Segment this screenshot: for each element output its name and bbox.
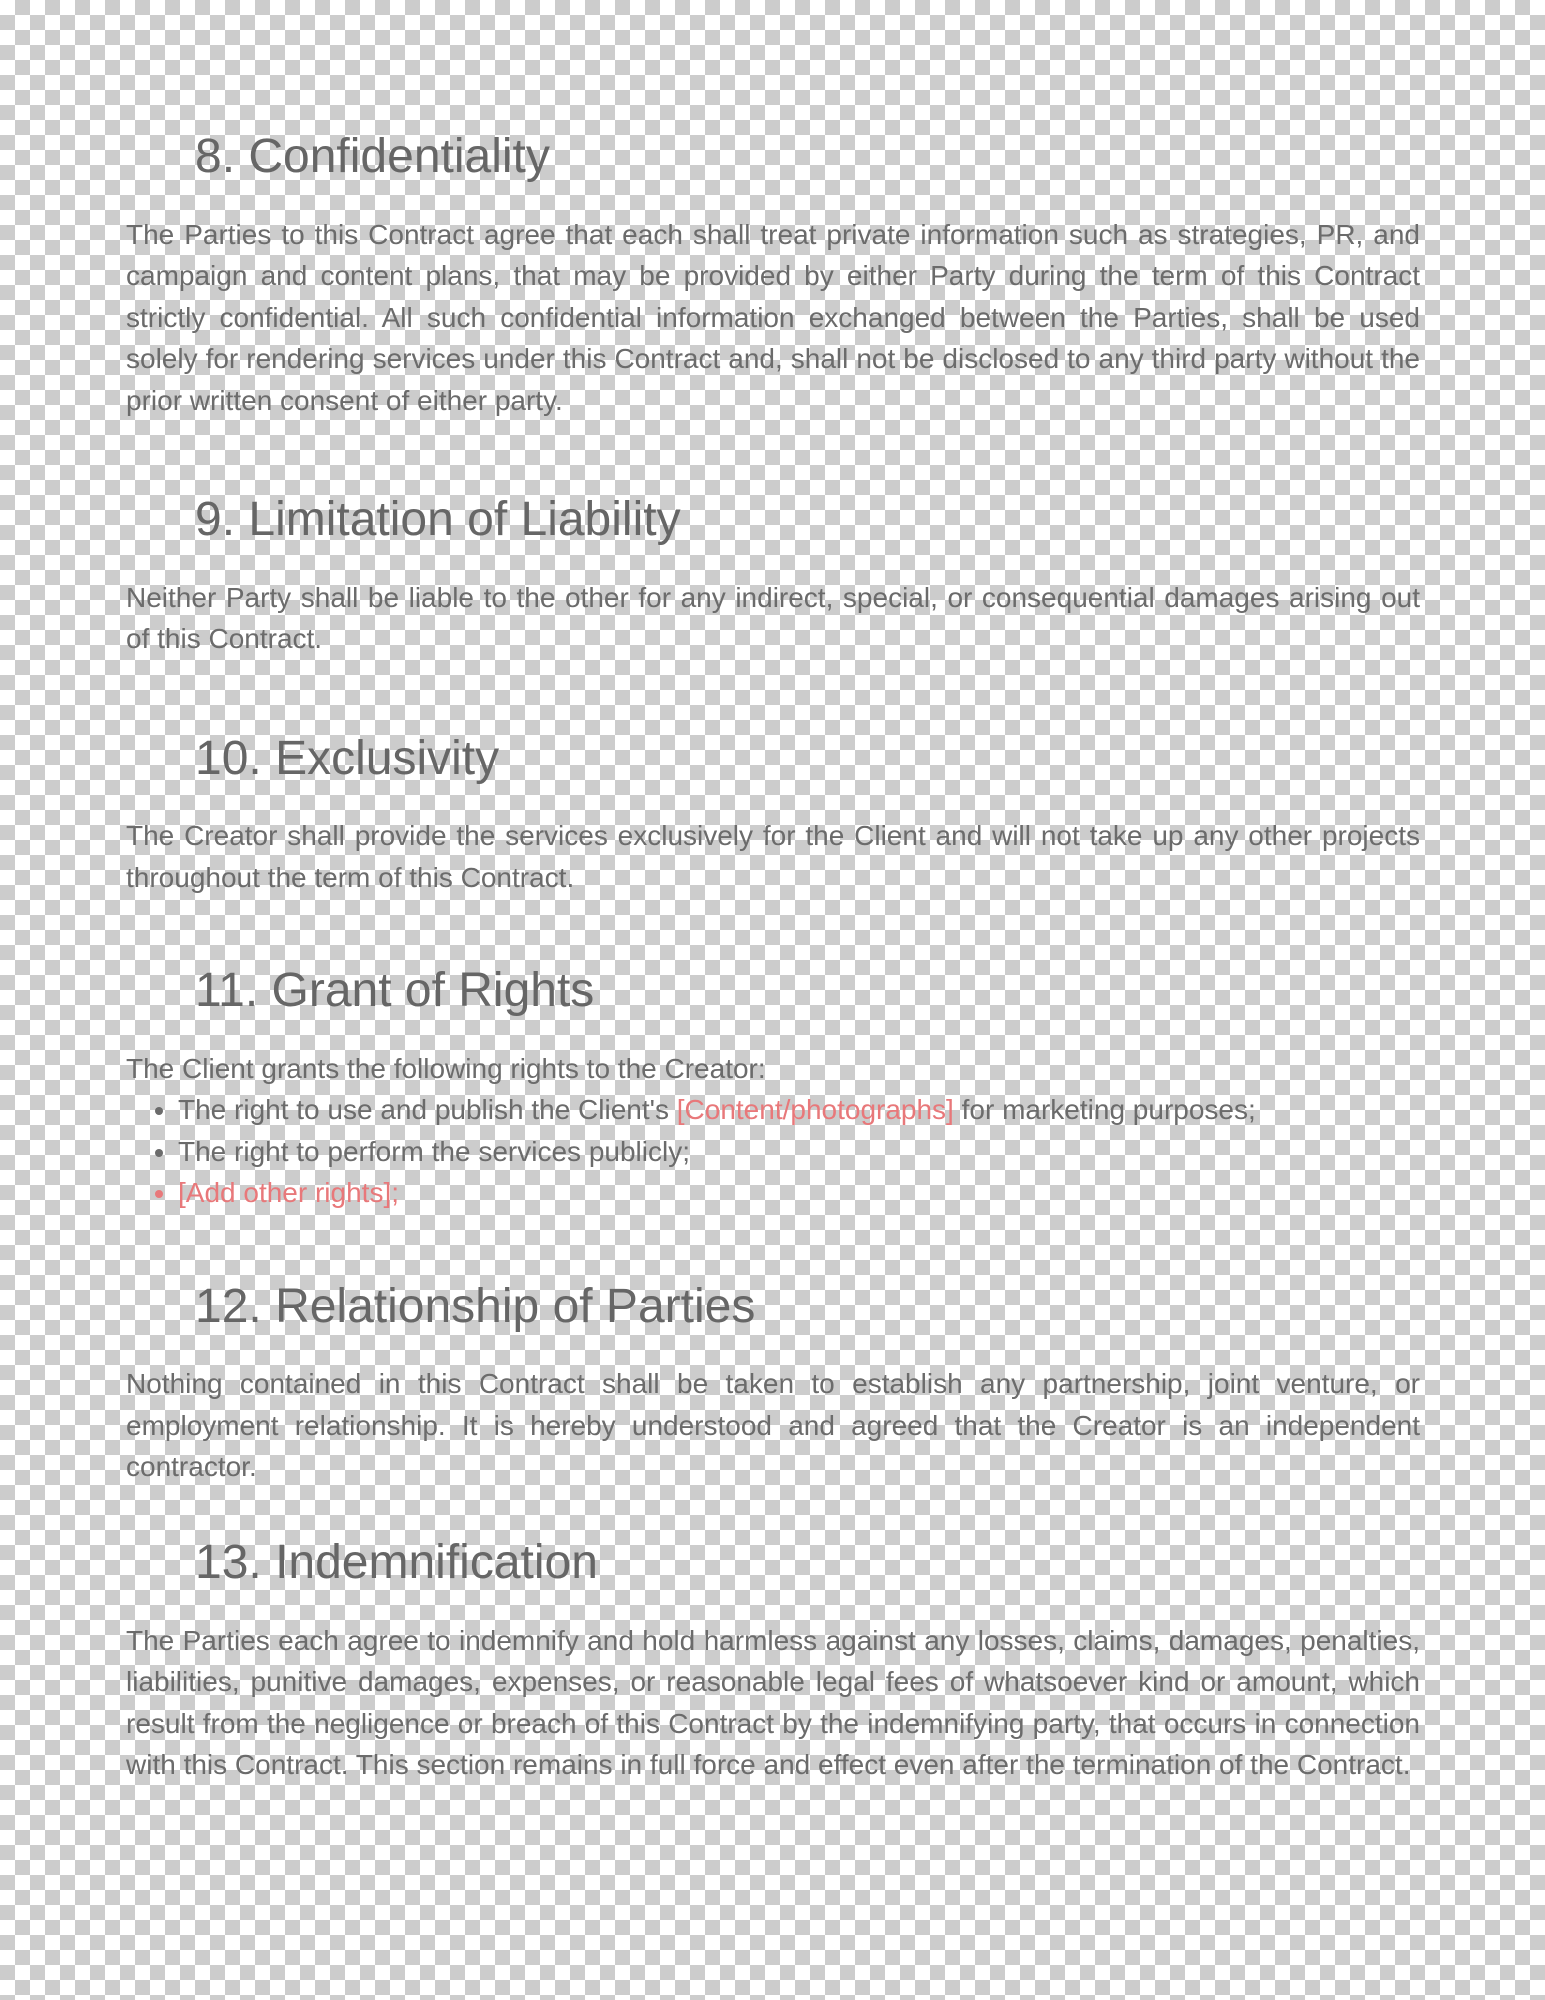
section-heading: 8. Confidentiality [195, 130, 550, 183]
placeholder-field: [Add other rights]; [178, 1177, 400, 1209]
section-heading: 10. Exclusivity [195, 731, 500, 785]
placeholder-field: [Content/photographs] [676, 1094, 954, 1126]
section-body: Neither Party shall be liable to the other for any indirect, special, or consequential damages arising out of this Contract. [126, 581, 1420, 655]
list-item-text: for marketing purposes; [953, 1094, 1256, 1126]
rights-list [126, 1089, 1420, 1214]
section-confidentiality [126, 128, 1420, 421]
section-body: The Creator shall provide the services exclusively for the Client and will not take up any other projects throughout the term of this Contract. [126, 820, 1420, 893]
list-item [178, 1131, 1420, 1173]
list-item [178, 1172, 1420, 1214]
section-indemnification [126, 1534, 1420, 1786]
list-item-text: The right to use and publish the Client's [178, 1094, 677, 1126]
section-heading: 12. Relationship of Parties [195, 1279, 756, 1333]
section-heading: 13. Indemnification [195, 1535, 598, 1589]
list-item-text: The right to perform the services publicly; [178, 1135, 690, 1167]
section-body: The Parties each agree to indemnify and hold harmless against any losses, claims, damages, penalties, liabilities, punitive damages, expenses, or reasonable legal fees of whatsoever kind or amount, which result from the negligence or breach of this Contract by the indemnifying party, that occurs in connection with this Contract. This section remains in full force and effect even after the termination of the Contract. [126, 1624, 1420, 1781]
section-limitation-of-liability [126, 491, 1420, 660]
section-intro: The Client grants the following rights to the Creator: [126, 1052, 766, 1084]
section-exclusivity [126, 730, 1420, 899]
section-body: The Parties to this Contract agree that each shall treat private information such as strategies, PR, and campaign and content plans, that may be provided by either Party during the term of this Contract strictly confidential. All such confidential information exchanged between the Parties, shall be used solely for rendering services under this Contract and, shall not be disclosed to any third party without the prior written consent of either party. [126, 218, 1420, 416]
section-body: Nothing contained in this Contract shall be taken to establish any partnership, joint venture, or employment relationship. It is hereby understood and agreed that the Creator is an independent contractor. [126, 1368, 1420, 1483]
document-page [126, 128, 1420, 1786]
section-heading: 9. Limitation of Liability [195, 493, 681, 547]
section-heading: 11. Grant of Rights [195, 964, 595, 1018]
section-grant-of-rights [126, 962, 1420, 1214]
section-relationship-of-parties [126, 1278, 1420, 1488]
list-item [178, 1089, 1420, 1131]
